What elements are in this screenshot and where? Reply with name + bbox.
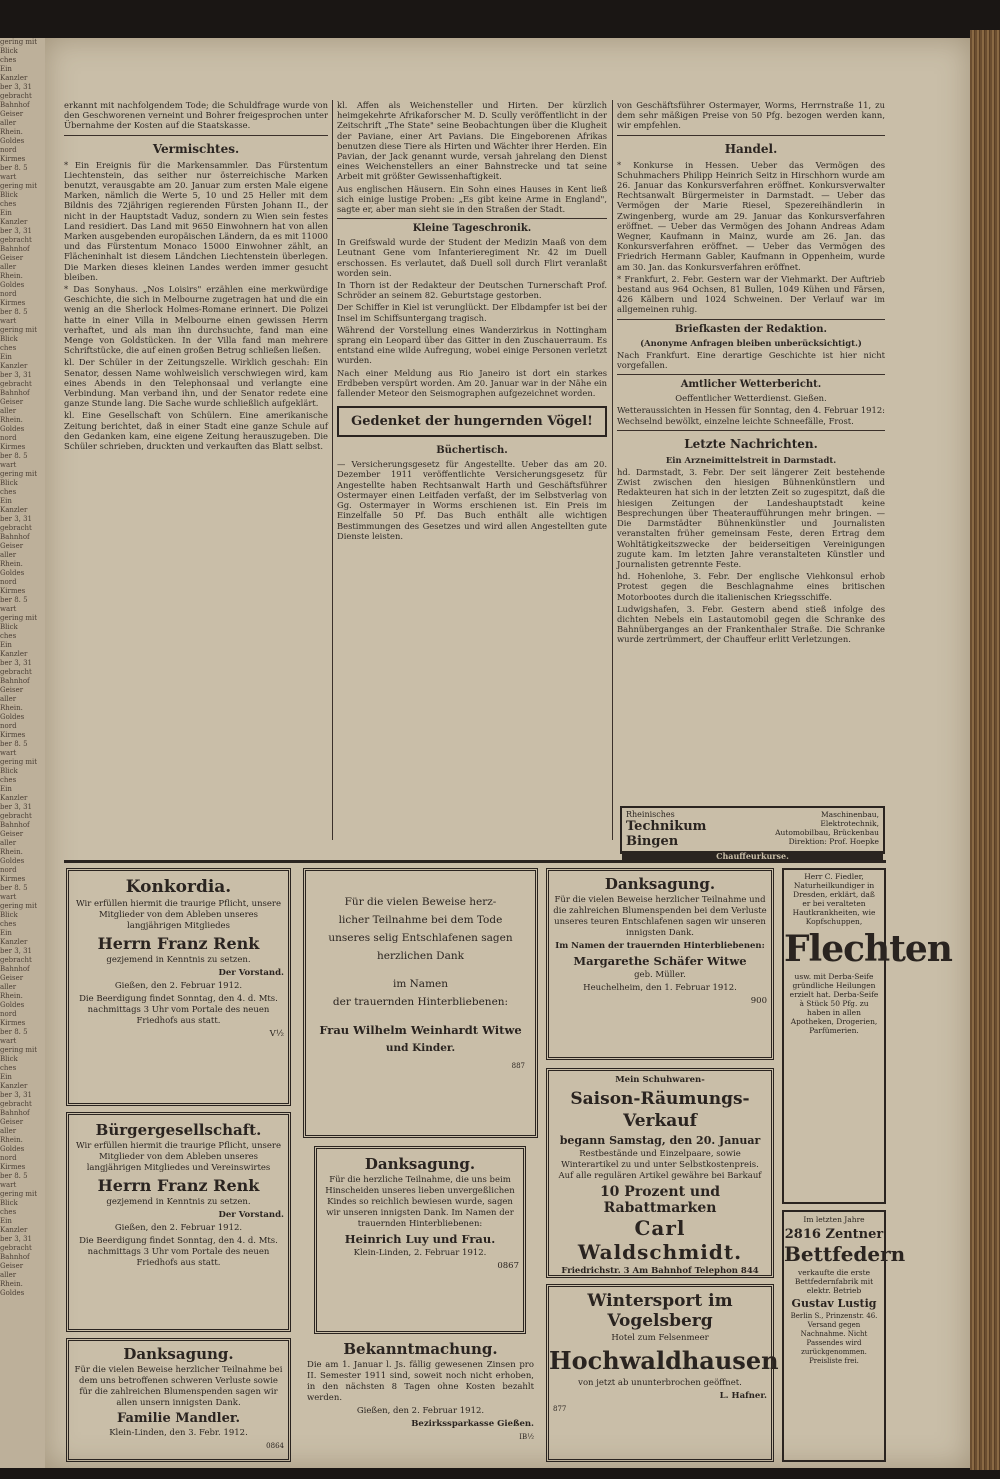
margin-text-fragment: ches	[0, 488, 17, 496]
margin-text-fragment: ber 8. 5	[0, 884, 28, 892]
margin-text-fragment: Ein	[0, 497, 12, 505]
margin-text-fragment: Goldes	[0, 1145, 25, 1153]
margin-text-fragment: ches	[0, 1208, 17, 1216]
article-text: kl. Affen als Weichensteller und Hirten. Der kürzlich heimgekehrte Afrikaforscher M. D. Scully veröffentlicht in der Zeitschrift „The State" seine Beobachtungen über die Klugheit der Paviane, einer Art Pavians. Die Eingeborenen Afrikas benutzen diese Tiere als Hirten und Wächter ihrer Herden. Ein Pavian, der Jack genannt wurde, versah jahrelang den Dienst eines Weichenstellers an einer Bahnstrecke und tat seine Arbeit mit größter Gewissenhaftigkeit.	[337, 100, 607, 182]
margin-text-fragment: Ein	[0, 209, 12, 217]
margin-text-fragment: Goldes	[0, 137, 25, 145]
margin-text-fragment: Blick	[0, 911, 18, 919]
article-text: kl. Eine Gesellschaft von Schülern. Eine amerikanische Zeitung berichtet, daß in einer Stadt eine ganze Schule auf den Gedanken kam, eine eigene Zeitung herauszugeben. Die Schüler schrieben, druckten und verkauften das Blatt selbst.	[64, 410, 328, 452]
ad-text: Hotel zum Felsenmeer	[611, 1333, 709, 1343]
margin-text-fragment: gebracht	[0, 92, 32, 100]
margin-text-fragment: Geiser	[0, 254, 24, 262]
margin-text-fragment: Goldes	[0, 857, 25, 865]
ad-title: Wintersport im Vogelsberg	[587, 1291, 733, 1331]
margin-text-fragment: Rhein.	[0, 992, 23, 1000]
margin-text-fragment: Geiser	[0, 830, 24, 838]
margin-text-fragment: Rhein.	[0, 272, 23, 280]
section-divider	[64, 860, 886, 863]
ad-name: Hochwaldhausen	[549, 1346, 779, 1375]
bettfedern-ad	[782, 1210, 906, 1462]
article-text: * Frankfurt, 2. Febr. Gestern war der Viehmarkt. Der Auftrieb bestand aus 964 Ochsen, 81 Bullen, 1049 Kühen und Färsen, 426 Kälbern und 1024 Schweinen. Der Verlauf war im allgemeinen ruhig.	[617, 273, 885, 315]
margin-text-fragment: ber 3, 31	[0, 659, 33, 667]
margin-text-fragment: Rhein.	[0, 560, 23, 568]
article-text: Wetteraussichten in Hessen für Sonntag, den 4. Februar 1912: Wechselnd bewölkt, einzelne leichte Schneefälle, Frost.	[617, 405, 885, 426]
margin-text-fragment: nord	[0, 434, 17, 442]
margin-text-fragment: Bahnhof	[0, 1109, 30, 1117]
margin-text-fragment: aller	[0, 1127, 17, 1135]
margin-text-fragment: Ein	[0, 353, 12, 361]
margin-text-fragment: nord	[0, 722, 17, 730]
ad-date: Gießen, den 2. Februar 1912.	[356, 1406, 485, 1416]
margin-text-fragment: Blick	[0, 479, 18, 487]
konkordia-notice	[66, 868, 291, 1106]
ad-title: Danksagung.	[364, 1155, 476, 1173]
ad-name: Familie Mandler.	[116, 1411, 241, 1426]
ad-bar: Chauffeurkurse.	[622, 851, 883, 861]
ad-text: Für die vielen Beweise herzlicher Teilnahme und die zahlreichen Blumenspenden bei dem Verluste unseres teuren Entschlafenen sagen wir unseren innigsten Dank.	[553, 895, 767, 938]
ad-text: unseres selig Entschlafenen sagen	[328, 932, 513, 944]
ad-title: Bürgergesellschaft.	[95, 1121, 262, 1139]
margin-text-fragment: Geiser	[0, 1118, 24, 1126]
margin-text-fragment: gering mit	[0, 1190, 38, 1198]
ad-text: Für die herzliche Teilnahme, die uns beim Hinscheiden unseres lieben unvergeßlichen Kindes so reichlich bewiesen wurde, sagen wir unseren innigsten Dank. Im Namen der trauernden Hinterbliebenen:	[325, 1175, 515, 1229]
article-text: * Das Sonyhaus. „Nos Loisirs" erzählen eine merkwürdige Geschichte, die sich in Melbourne zugetragen hat und die ein wenig an die Sherlock Holmes-Romane erinnert. Die Polizei hatte in einer Villa in Melbourne einen gewissen Herrn verhaftet, und als man ihn durchsuchte, fand man eine Menge von Goldstücken. In der Villa fand man mehrere Schriftstücke, die auf einen großen Betrug schließen ließen.	[64, 284, 328, 356]
margin-text-fragment: Kanzler	[0, 218, 28, 226]
margin-text-fragment: aller	[0, 839, 17, 847]
margin-text-fragment: ches	[0, 56, 17, 64]
wintersport-ad	[546, 1284, 779, 1462]
margin-text-fragment: gering mit	[0, 182, 38, 190]
bird-notice-box: Gedenket der hungernden Vögel!	[337, 406, 607, 437]
margin-text-fragment: Goldes	[0, 281, 25, 289]
ad-name: Heinrich Luy und Frau.	[344, 1232, 496, 1246]
ad-name: Carl Waldschmidt.	[577, 1216, 743, 1264]
article-text: kl. Der Schüler in der Zeitungszelle. Wirklich geschah: Ein Senator, dessen Name wohlweislich verschwiegen wird, kam eines Abends in den Telephonsaal und verlangte eine Verbindung. Man verband ihn, und der Senator redete eine ganze Stunde lang. Die Sache wurde schließlich aufgeklärt.	[64, 357, 328, 409]
ad-text: der trauernden Hinterbliebenen:	[332, 996, 509, 1008]
margin-text-fragment: ches	[0, 632, 17, 640]
ad-text: Berlin S., Prinzenstr. 46. Versand gegen Nachnahme. Nicht Passendes wird zurückgenommen. Preisliste frei.	[790, 1312, 878, 1365]
ad-text: geb. Müller.	[634, 970, 686, 980]
ad-text: Für die vielen Beweise herzlicher Teilnahme bei dem uns betroffenen schweren Verluste sowie für die zahlreichen Blumenspenden sagen wir allen unsern innigsten Dank.	[74, 1365, 283, 1408]
margin-text-fragment: gering mit	[0, 470, 38, 478]
article-text: Nach einer Meldung aus Rio Janeiro ist dort ein starkes Erdbeben verspürt worden. Am 20. Januar war in der Nähe ein fallender Meteor den Seismographen aufgezeichnet worden.	[337, 367, 607, 399]
ad-code: 877	[553, 1405, 567, 1413]
article-text: * Ein Ereignis für die Markensammler. Das Fürstentum Liechtenstein, das seither nur österreichische Marken benutzt, verausgabte am 20. Januar zum ersten Male eigene Marken, nämlich die Werte 5, 10 und 25 Heller mit dem Bildnis des 72jährigen regierenden Fürsten Johann II., der nicht in der Hauptstadt Vaduz, sondern zu Wien sein festes Land residiert. Das Land mit 9650 Einwohnern hat von allen Marken ausgebenden europäischen Ländern, da es mit 11000 und das Fürstentum Monaco 15000 Einwohner zählt, an Flächeninhalt ist diesem Ländchen Liechtenstein überlegen. Die Marken dieses kleinen Landes werden immer gesucht bleiben.	[64, 159, 328, 282]
margin-text-fragment: nord	[0, 1154, 17, 1162]
ad-text: von jetzt ab ununterbrochen geöffnet.	[578, 1378, 742, 1388]
margin-text-fragment: Blick	[0, 623, 18, 631]
margin-text-fragment: ber 3, 31	[0, 227, 33, 235]
ad-title: Danksagung.	[123, 1345, 234, 1363]
ad-text: Im Namen der trauernden Hinterbliebenen:	[555, 941, 765, 951]
technikum-ad	[620, 806, 885, 861]
ad-code: IB½	[519, 1433, 534, 1441]
margin-text-fragment: Kanzler	[0, 74, 28, 82]
article-text: hd. Darmstadt, 3. Febr. Der seit längerer Zeit bestehende Zwist zwischen den hiesigen Bühnenkünstlern und Redakteuren hat sich in der letzten Zeit so zugespitzt, daß die hiesigen Zeitungen der Landeshauptstadt keine Besprechungen über Theateraufführungen mehr bringen. — Die Darmstädter Bühnenkünstler und Journalisten veranstalten früher gemeinsam Feste, deren Ertrag dem Wohltätigkeitszwecke der beiderseitigen Vereinigungen zugute kam. Im letzten Jahre veranstalteten Künstler und Journalisten getrennte Feste.	[617, 467, 885, 569]
margin-text-fragment: Bahnhof	[0, 389, 30, 397]
margin-text-fragment: aller	[0, 983, 17, 991]
margin-text-fragment: ber 8. 5	[0, 596, 28, 604]
margin-text-fragment: Ein	[0, 1073, 12, 1081]
ad-title: Saison-Räumungs-Verkauf	[570, 1089, 750, 1131]
margin-text-fragment: Rhein.	[0, 848, 23, 856]
section-heading: Letzte Nachrichten.	[684, 436, 818, 451]
margin-text-fragment: Geiser	[0, 974, 24, 982]
margin-text-fragment: gebracht	[0, 524, 32, 532]
margin-text-fragment: Bahnhof	[0, 101, 30, 109]
mandler-thanks	[66, 1338, 291, 1462]
ad-text: Automobilbau, Brückenbau	[775, 828, 879, 837]
margin-text-fragment: Kanzler	[0, 650, 28, 658]
margin-text-fragment: wart	[0, 173, 17, 181]
ad-text: Herr C. Fiedler, Naturheilkundiger in Dresden, erklärt, daß er bei veralteten Hautkrankheiten, wie Kopfschuppen,	[792, 872, 876, 926]
ad-date: Heuchelheim, den 1. Februar 1912.	[583, 983, 737, 993]
ad-text: begann Samstag, den 20. Januar	[559, 1134, 761, 1147]
ad-text: Maschinenbau, Elektrotechnik,	[820, 810, 879, 828]
margin-text-fragment: ches	[0, 920, 17, 928]
margin-text-fragment: Blick	[0, 335, 18, 343]
margin-text-fragment: Rhein.	[0, 1280, 23, 1288]
ad-title: Flechten	[784, 928, 952, 970]
ad-highlight: 10 Prozent und Rabattmarken	[599, 1184, 721, 1216]
article-text: Ludwigshafen, 3. Febr. Gestern abend stieß infolge des dichten Nebels ein Lastautomobil gegen die Schranke des Bahnüberganges an der Frankenthaler Straße. Die Schranke wurde zertrümmert, der Chauffeur erlitt Verletzungen.	[617, 603, 885, 645]
margin-text-fragment: aller	[0, 263, 17, 271]
ad-code: 0867	[497, 1261, 519, 1271]
margin-text-fragment: ber 3, 31	[0, 803, 33, 811]
luy-thanks	[314, 1146, 526, 1334]
deceased-name: Herrn Franz Renk	[97, 1176, 260, 1195]
ad-title: Technikum Bingen	[626, 819, 707, 849]
margin-text-fragment: aller	[0, 407, 17, 415]
margin-text-fragment: Kirmes	[0, 875, 26, 883]
margin-text-fragment: gebracht	[0, 668, 32, 676]
ad-text: Die Beerdigung findet Sonntag, den 4. d. Mts. nachmittags 3 Uhr vom Portale des neuen Friedhofs aus statt.	[79, 1236, 278, 1268]
ad-code: 0864	[266, 1442, 284, 1450]
margin-text-fragment: Kanzler	[0, 794, 28, 802]
ad-text: licher Teilnahme bei dem Tode	[338, 914, 503, 926]
margin-text-fragment: gering mit	[0, 902, 38, 910]
ad-text: Die am 1. Januar l. Js. fällig gewesenen Zinsen pro II. Semester 1911 sind, soweit noch nicht erhoben, in den nächsten 8 Tagen ohne Kosten bezahlt werden.	[307, 1360, 534, 1403]
margin-text-fragment: wart	[0, 461, 17, 469]
margin-text-fragment: ches	[0, 200, 17, 208]
margin-text-fragment: ber 3, 31	[0, 947, 33, 955]
margin-text-fragment: wart	[0, 1037, 17, 1045]
ad-title: Bettfedern	[784, 1242, 906, 1266]
margin-text-fragment: gering mit	[0, 614, 38, 622]
ad-name: Margarethe Schäfer Witwe	[573, 954, 747, 968]
ad-sign: Bezirkssparkasse Gießen.	[411, 1419, 534, 1429]
margin-text-fragment: ches	[0, 344, 17, 352]
section-heading: Vermischtes.	[152, 141, 240, 156]
margin-text-fragment: Bahnhof	[0, 965, 30, 973]
margin-text-fragment: Ein	[0, 785, 12, 793]
saison-sale-ad	[546, 1068, 774, 1278]
margin-text-fragment: Kirmes	[0, 155, 26, 163]
margin-text-fragment: gering mit	[0, 758, 38, 766]
margin-text-fragment: aller	[0, 119, 17, 127]
margin-text-fragment: Goldes	[0, 1289, 25, 1297]
ad-date: Gießen, den 2. Februar 1912.	[114, 981, 243, 991]
margin-text-fragment: Rhein.	[0, 128, 23, 136]
ad-title: Bekanntmachung.	[343, 1340, 498, 1358]
margin-text-fragment: Bahnhof	[0, 821, 30, 829]
ad-date: Gießen, den 2. Februar 1912.	[114, 1223, 243, 1233]
article-text: von Geschäftsführer Ostermayer, Worms, Herrnstraße 11, zu dem sehr mäßigen Preise von 50 Pfg. bezogen werden kann, wir empfehlen.	[617, 100, 885, 131]
margin-text-fragment: Kirmes	[0, 587, 26, 595]
margin-text-fragment: gebracht	[0, 1100, 32, 1108]
column-divider	[612, 100, 613, 840]
ad-code: 887	[511, 1062, 525, 1070]
ad-text: Wir erfüllen hiermit die traurige Pflicht, unsere Mitglieder von dem Ableben unseres langjährigen Mitgliedes	[75, 899, 282, 931]
ad-text: gezjemend in Kenntnis zu setzen.	[106, 955, 251, 965]
margin-text-fragment: Geiser	[0, 686, 24, 694]
ad-code: V½	[269, 1029, 284, 1039]
margin-text-fragment: gebracht	[0, 956, 32, 964]
ad-name: Frau Wilhelm Weinhardt Witwe	[319, 1023, 522, 1037]
margin-text-fragment: Kirmes	[0, 299, 26, 307]
article-text: hd. Hohenlohe, 3. Febr. Der englische Viehkonsul erhob Protest gegen die Beschlagnahme eines britischen Motorbootes durch die italienischen Kriegsschiffe.	[617, 571, 885, 602]
ad-count: 2816 Zentner	[784, 1227, 884, 1242]
margin-text-fragment: ber 8. 5	[0, 1028, 28, 1036]
buergergesellschaft-notice	[66, 1112, 291, 1332]
margin-text-fragment: ber 3, 31	[0, 515, 33, 523]
margin-text-fragment: Goldes	[0, 1001, 25, 1009]
margin-text-fragment: Blick	[0, 767, 18, 775]
article-text: In Thorn ist der Redakteur der Deutschen Turnerschaft Prof. Schröder an seinem 82. Geburtstage gestorben.	[337, 280, 607, 301]
ad-text: Direktion: Prof. Hoepke	[788, 837, 879, 846]
margin-text-fragment: wart	[0, 605, 17, 613]
margin-text-fragment: gebracht	[0, 812, 32, 820]
ad-text: Im letzten Jahre	[803, 1215, 865, 1224]
ad-name: Gustav Lustig	[791, 1297, 877, 1310]
column-divider	[332, 100, 333, 840]
section-heading: Briefkasten der Redaktion.	[675, 323, 827, 335]
margin-text-fragment: Ein	[0, 65, 12, 73]
margin-text-fragment: aller	[0, 1271, 17, 1279]
margin-text-fragment: Kanzler	[0, 1082, 28, 1090]
margin-text-fragment: aller	[0, 695, 17, 703]
margin-text-fragment: Kirmes	[0, 731, 26, 739]
margin-text-fragment: wart	[0, 317, 17, 325]
ad-text: Rheinisches	[626, 810, 675, 819]
margin-text-fragment: ber 3, 31	[0, 371, 33, 379]
margin-text-fragment: nord	[0, 578, 17, 586]
margin-text-fragment: gering mit	[0, 326, 38, 334]
ad-sign: Der Vorstand.	[218, 1210, 284, 1220]
margin-text-fragment: ber 3, 31	[0, 1235, 33, 1243]
margin-text-fragment: ber 8. 5	[0, 740, 28, 748]
margin-text-fragment: Bahnhof	[0, 533, 30, 541]
margin-text-fragment: wart	[0, 1181, 17, 1189]
ad-text: herzlichen Dank	[376, 950, 464, 962]
ad-text: Restbestände und Einzelpaare, sowie Winterartikel zu und unter Selbstkostenpreis. Auf alle regulären Artikel gewähre bei Barkauf	[558, 1149, 762, 1181]
margin-text-fragment: gebracht	[0, 380, 32, 388]
margin-text-fragment: Blick	[0, 1055, 18, 1063]
margin-text-fragment: ber 8. 5	[0, 308, 28, 316]
ad-text: Mein Schuhwaren-	[615, 1075, 705, 1085]
margin-text-fragment: Blick	[0, 47, 18, 55]
margin-text-fragment: nord	[0, 146, 17, 154]
schaefer-thanks	[546, 868, 774, 1060]
column-3	[617, 100, 885, 647]
margin-text-fragment: gering mit	[0, 1046, 38, 1054]
section-heading: Amtlicher Wetterbericht.	[680, 379, 822, 391]
article-text: Aus englischen Häusern. Ein Sohn eines Hauses in Kent ließ sich einige lustige Proben: „Es gibt keine Arme in England", sagte er, aber man sieht sie in den Straßen der Stadt.	[337, 183, 607, 215]
book-edge	[970, 30, 1000, 1470]
ad-title: Danksagung.	[604, 875, 716, 893]
margin-text-fragment: Ein	[0, 641, 12, 649]
margin-text-fragment: nord	[0, 1010, 17, 1018]
article-text: Der Schiffer in Kiel ist verunglückt. Der Elbdampfer ist bei der Insel im Schiffsuntergang tragisch.	[337, 302, 607, 323]
margin-text-fragment: Kirmes	[0, 1163, 26, 1171]
margin-text-fragment: Kanzler	[0, 938, 28, 946]
margin-text-fragment: gebracht	[0, 236, 32, 244]
margin-text-fragment: Rhein.	[0, 416, 23, 424]
margin-text-fragment: Ein	[0, 1217, 12, 1225]
margin-text-fragment: Bahnhof	[0, 245, 30, 253]
margin-text-fragment: nord	[0, 290, 17, 298]
ad-text: Die Beerdigung findet Sonntag, den 4. d. Mts. nachmittags 3 Uhr vom Portale des neuen Friedhofs aus statt.	[79, 994, 278, 1026]
ad-text: usw. mit Derba-Seife gründliche Heilungen erzielt hat. Derba-Seife à Stück 50 Pfg. zu haben in allen Apotheken, Drogerien, Parfümerien.	[789, 972, 879, 1035]
margin-text-fragment: Geiser	[0, 398, 24, 406]
margin-text-fragment: ber 3, 31	[0, 1091, 33, 1099]
ad-text: Wir erfüllen hiermit die traurige Pflicht, unsere Mitglieder von dem Ableben unseres langjährigen Mitgliedes und Vereinswirtes	[75, 1141, 282, 1173]
margin-text-fragment: Goldes	[0, 713, 25, 721]
weinhardt-thanks	[303, 868, 538, 1138]
deceased-name: Herrn Franz Renk	[97, 934, 260, 953]
margin-text-fragment: Rhein.	[0, 1136, 23, 1144]
ad-code: 900	[750, 996, 767, 1006]
margin-text-fragment: Geiser	[0, 1262, 24, 1270]
flechten-ad	[782, 868, 952, 1204]
margin-text-fragment: wart	[0, 893, 17, 901]
margin-text-fragment: nord	[0, 866, 17, 874]
article-text: * Konkurse in Hessen. Ueber das Vermögen des Schuhmachers Philipp Heinrich Seitz in Hirschhorn wurde am 26. Januar das Konkursverfahren eröffnet. Konkursverwalter Rechtsanwalt Bürgermeister in Darmstadt. — Ueber das Vermögen der Marie Riesel, Spezereihändlerin in Zwingenberg, wurde am 29. Januar das Konkursverfahren eröffnet. — Ueber das Vermögen des Johann Andreas Adam Wegner, Kaufmann in Mainz, wurde am 26. Jan. das Konkursverfahren eröffnet. — Ueber das Vermögen des Friedrich Hermann Gabler, Kaufmann in Oppenheim, wurde am 30. Jan. das Konkursverfahren eröffnet.	[617, 159, 885, 272]
column-1	[64, 100, 328, 453]
margin-text-fragment: Kanzler	[0, 506, 28, 514]
ad-title: Konkordia.	[125, 877, 232, 897]
column-2	[337, 100, 607, 543]
ad-sign: L. Hafner.	[719, 1391, 767, 1401]
margin-text-fragment: Geiser	[0, 110, 24, 118]
section-subheading: Oeffentlicher Wetterdienst. Gießen.	[675, 393, 827, 404]
margin-text-fragment: aller	[0, 551, 17, 559]
margin-text-fragment: Ein	[0, 929, 12, 937]
ad-text: gezjemend in Kenntnis zu setzen.	[106, 1197, 251, 1207]
margin-text-fragment: ber 8. 5	[0, 452, 28, 460]
margin-text-fragment: Kirmes	[0, 1019, 26, 1027]
ad-text: Für die vielen Beweise herz-	[344, 896, 497, 908]
article-text: erkannt mit nachfolgendem Tode; die Schuldfrage wurde von den Geschworenen verneint und Bohrer freigesprochen unter Übernahme der Kosten auf die Staatskasse.	[64, 100, 328, 131]
ad-date: Klein-Linden, den 3. Febr. 1912.	[109, 1428, 248, 1438]
margin-text-fragment: gebracht	[0, 1244, 32, 1252]
margin-text-fragment: ber 8. 5	[0, 1172, 28, 1180]
article-text: Nach Frankfurt. Eine derartige Geschichte ist hier nicht vorgefallen.	[617, 349, 885, 371]
margin-text-fragment: ber 3, 31	[0, 83, 33, 91]
bekanntmachung	[303, 1340, 538, 1462]
margin-text-fragment: ches	[0, 776, 17, 784]
margin-text-fragment: ber 8. 5	[0, 164, 28, 172]
margin-text-fragment: Blick	[0, 1199, 18, 1207]
margin-text-fragment: gering mit	[0, 38, 38, 46]
margin-text-fragment: ches	[0, 1064, 17, 1072]
article-text: In Greifswald wurde der Student der Medizin Maaß von dem Leutnant Gene vom Infanterieregiment Nr. 42 im Duell erschossen. Es verlautet, daß Duell soll durch Flirt veranlaßt worden sein.	[337, 237, 607, 278]
article-text: Während der Vorstellung eines Wanderzirkus in Nottingham sprang ein Leopard über das Gitter in den Zuschauerraum. Es entstand eine wilde Aufregung, wobei einige Personen verletzt wurden.	[337, 324, 607, 366]
section-subheading: Ein Arzneimittelstreit in Darmstadt.	[665, 454, 837, 465]
margin-text-fragment: Blick	[0, 191, 18, 199]
margin-text-fragment: Goldes	[0, 425, 25, 433]
margin-text-fragment: Bahnhof	[0, 677, 30, 685]
margin-text-fragment: Kanzler	[0, 362, 28, 370]
section-heading: Handel.	[724, 141, 778, 156]
ad-text: im Namen	[392, 978, 449, 990]
margin-text-fragment: Geiser	[0, 542, 24, 550]
section-subheading: (Anonyme Anfragen bleiben unberücksichtigt.)	[640, 337, 862, 348]
article-text: — Versicherungsgesetz für Angestellte. Ueber das am 20. Dezember 1911 veröffentlichte Versicherungsgesetz für Angestellte haben Rechtsanwalt Harth und Geschäftsführer Ostermayer einen Leitfaden verfaßt, der im Selbstverlag von Gg. Ostermayer in Worms erschienen ist. Ein Preis im Einzelfalle 50 Pf. Das Buch enthält alle wichtigen Bestimmungen des Gesetzes und wird allen Angestellten gute Dienste leisten.	[337, 459, 607, 541]
ad-sign: Der Vorstand.	[218, 968, 284, 978]
margin-text-fragment: Kanzler	[0, 1226, 28, 1234]
margin-text-fragment: Rhein.	[0, 704, 23, 712]
margin-text-fragment: Kirmes	[0, 443, 26, 451]
margin-text-fragment: Goldes	[0, 569, 25, 577]
margin-text-fragment: Bahnhof	[0, 1253, 30, 1261]
ad-text: verkaufte die erste Bettfedernfabrik mit elektr. Betrieb	[794, 1268, 874, 1295]
section-heading: Kleine Tageschronik.	[412, 223, 532, 235]
ad-address: Friedrichstr. 3 Am Bahnhof Telephon 844	[561, 1266, 759, 1276]
section-heading: Büchertisch.	[436, 445, 508, 457]
ad-name: und Kinder.	[385, 1042, 456, 1054]
margin-text-fragment: wart	[0, 749, 17, 757]
ad-date: Klein-Linden, 2. Februar 1912.	[353, 1248, 487, 1258]
